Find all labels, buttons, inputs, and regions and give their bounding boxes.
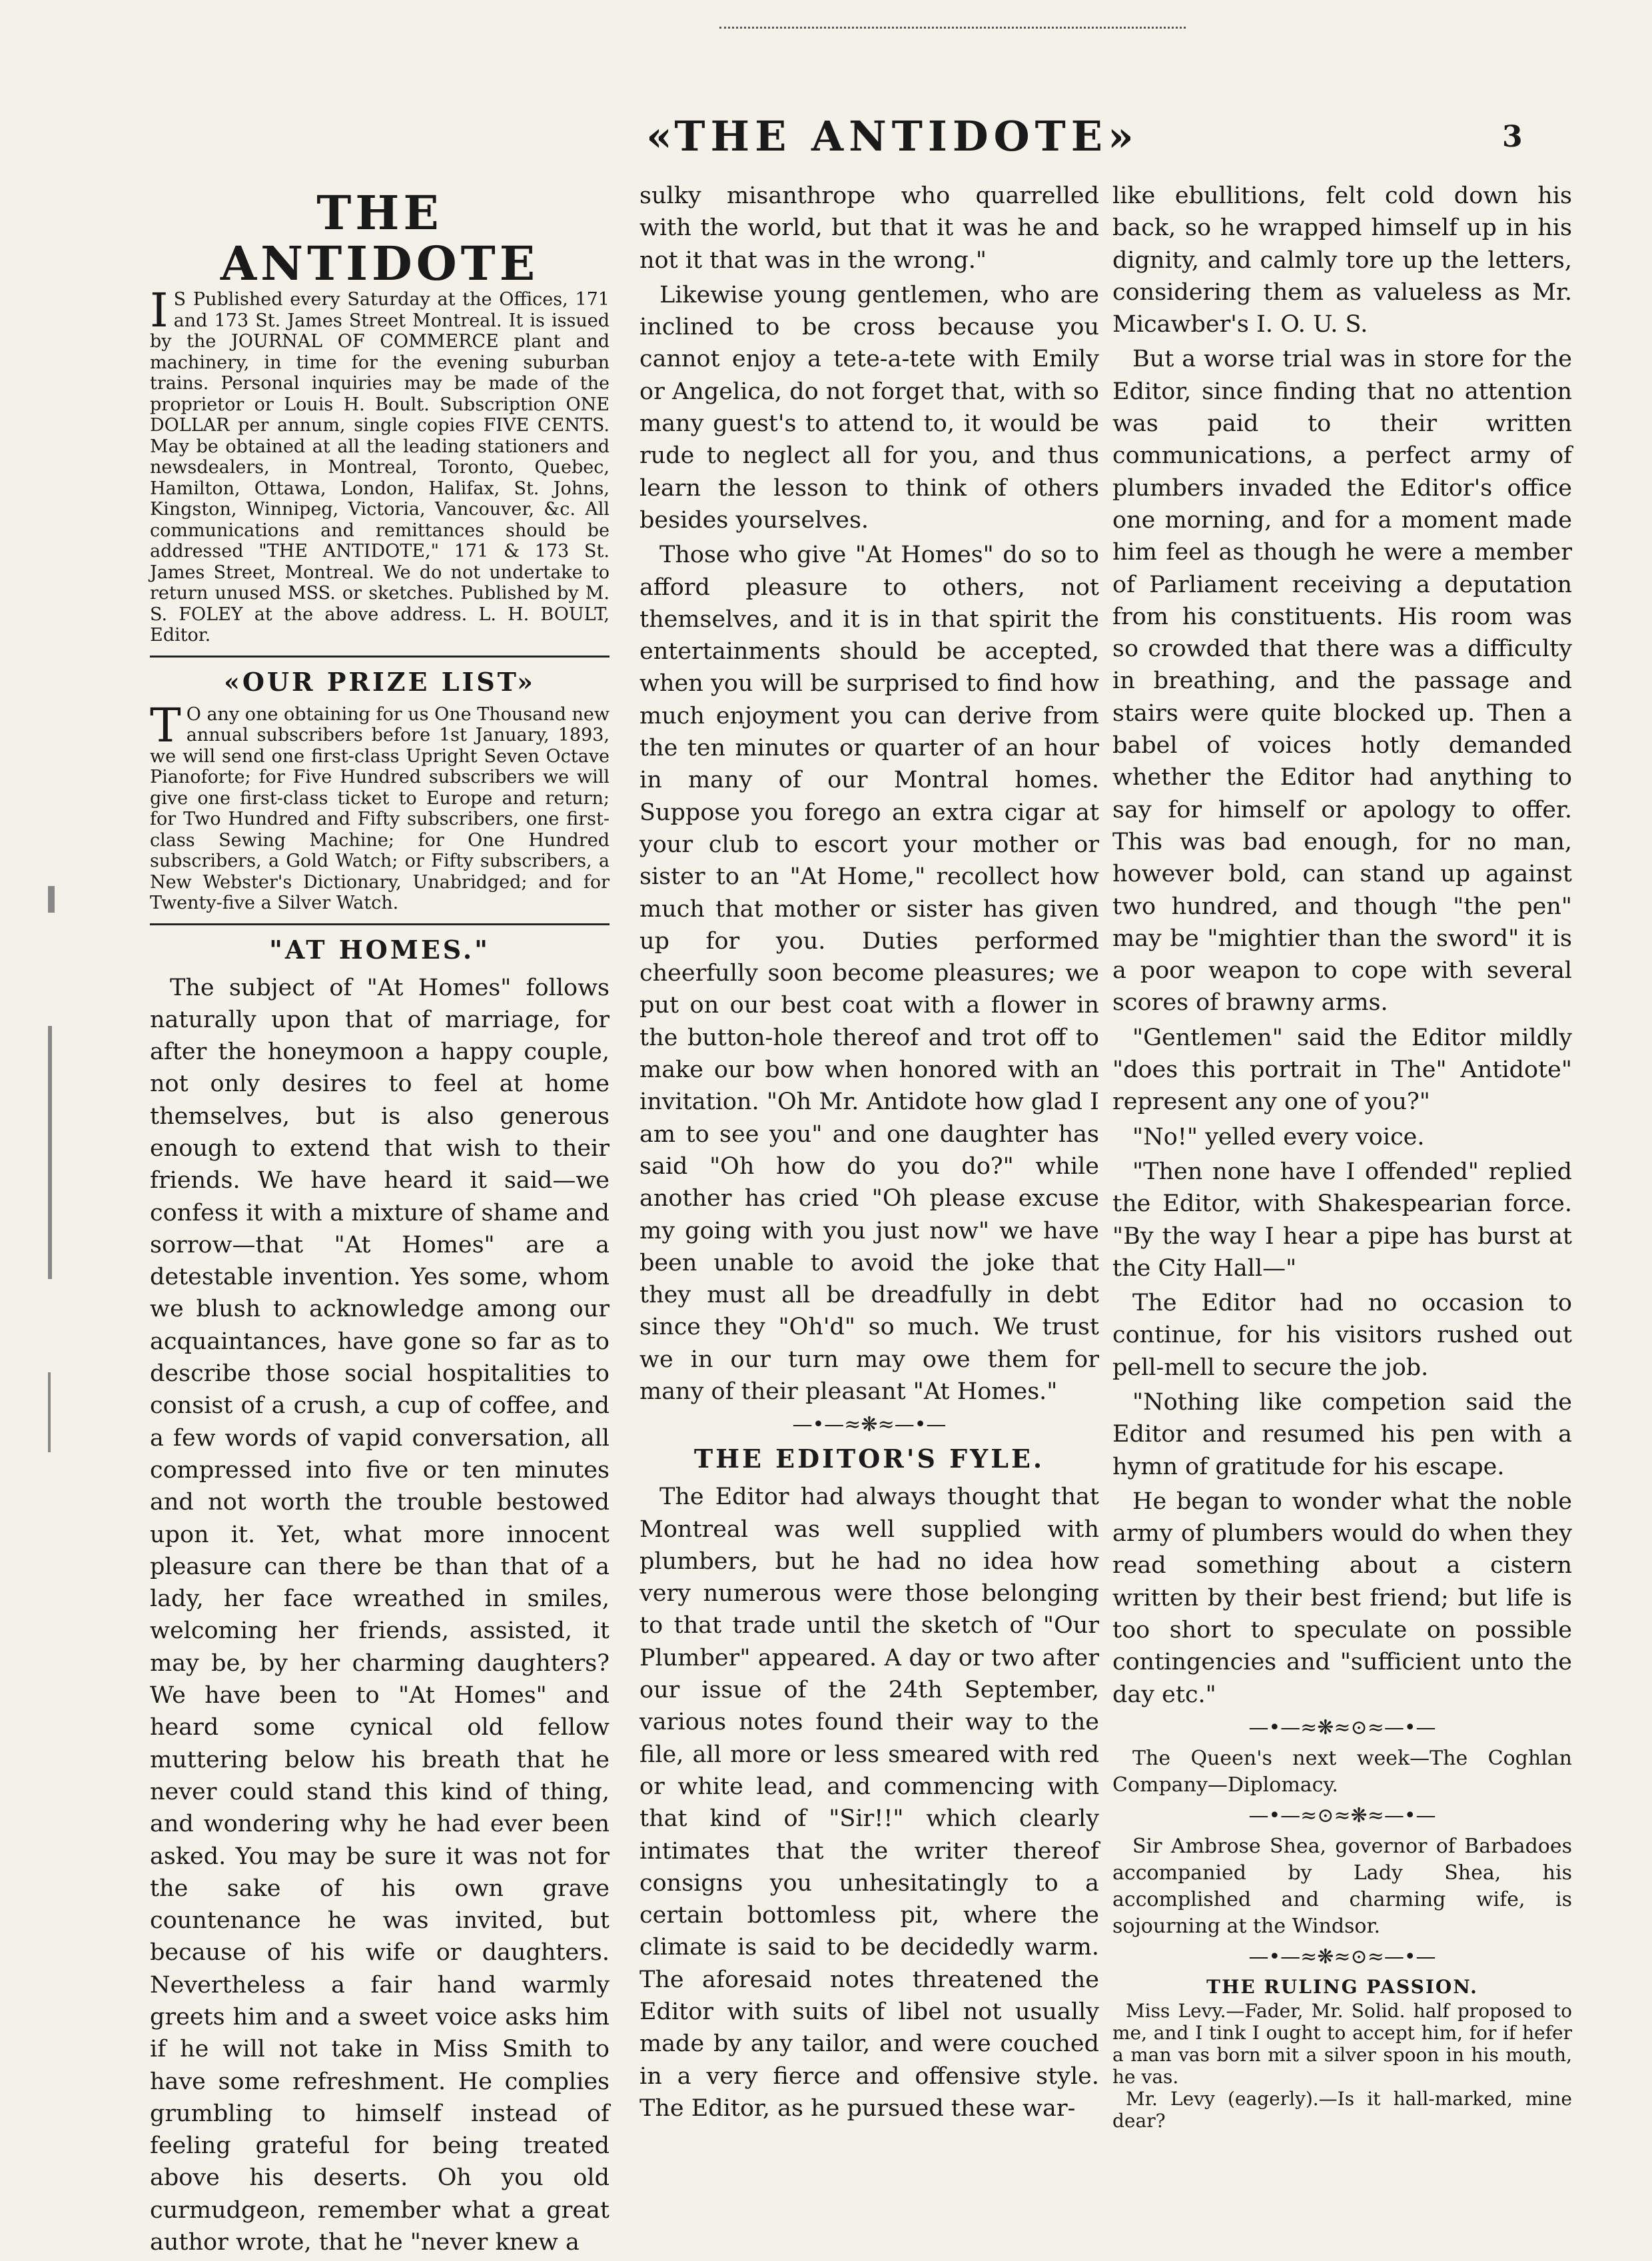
- top-decorative-rule: [719, 27, 1186, 29]
- article-paragraph: He began to wonder what the noble army of plumbers would do when they read something about a cistern written by their best friend; but life is too short to speculate on possible contingencies and "sufficient unto the day etc.": [1112, 1488, 1572, 1708]
- column-1: [150, 180, 610, 2261]
- article-paragraph: like ebullitions, felt cold down his back, so he wrapped himself up in his dignity, and calmly tore up the letters, considering them as valueless as Mr. Micawber's I. O. U. S.: [1112, 183, 1572, 338]
- masthead: «THE ANTIDOTE»: [646, 112, 1139, 161]
- divider-rule: [150, 656, 610, 658]
- dialogue-line: Miss Levy.—Fader, Mr. Solid. half proposed to me, and I tink I ought to accept him, for if hefer a man vas born mit a silver spoon in his mouth, he vas.: [1112, 1999, 1572, 2088]
- publisher-notice: [150, 283, 610, 646]
- scan-speckle: [48, 886, 55, 913]
- dialogue-line: Mr. Levy (eagerly).—Is it hall-marked, mine dear?: [1112, 2087, 1572, 2132]
- editors-fyle-heading: THE EDITOR'S FYLE.: [693, 1444, 1045, 1474]
- news-brief: Sir Ambrose Shea, governor of Barbadoes accompanied by Lady Shea, his accomplished and charming wife, is sojourning at the Windsor.: [1112, 1834, 1572, 1938]
- article-paragraph: Those who give "At Homes" do so to afford pleasure to others, not themselves, and it is in that spirit the entertainments should be accepted, when you will be surprised to find how much enjoyment you can derive from the ten minutes or quarter of an hour in many of our Montral homes. Suppose you forego an extra cigar at your club to escort your mother or sister to an "At Home," recollect how much that mother or sister has given up for you. Duties performed cheerfully soon become pleasures; we put on our best coat with a flower in the button-hole thereof and trot off to make our bow when honored with an invitation. "Oh Mr. Antidote how glad I am to see you" and one daughter has said "Oh how do you do?" while another has cried "Oh please excuse my going with you just now" we have been unable to avoid the joke that they must all be dreadfully in debt since they "Oh'd" so much. We trust we in our turn may owe them for many of their pleasant "At Homes.": [639, 542, 1099, 1405]
- ruling-passion-dialogue: [1112, 2000, 1572, 2132]
- article-paragraph: Likewise young gentlemen, who are inclined to be cross because you cannot enjoy a tete-a-tete with Emily or Angelica, do not forget that, with so many guest's to attend to, it would be rude to neglect all for you, and thus learn the lesson to think of others besides yourselves.: [639, 281, 1099, 534]
- column-3: [1112, 180, 1572, 2132]
- nameplate-title: THE ANTIDOTE: [220, 185, 540, 291]
- drop-cap: I: [150, 283, 169, 338]
- article-paragraph: The Editor had always thought that Montreal was well supplied with plumbers, but he had no idea how very numerous were those belonging to that trade until the sketch of "Our Plumber" appeared. A day or two after our issue of the 24th September, various notes found their way to the file, all more or less smeared with red or white lead, and commencing with that kind of "Sir!!" which clearly intimates that the writer thereof consigns you unhesitatingly to a certain bottomless pit, where the climate is said to be decidedly warm. The aforesaid notes threatened the Editor with suits of libel not usually made by any tailor, and were couched in a very fierce and offensive style. The Editor, as he pursued these war-: [639, 1484, 1099, 2122]
- news-brief: The Queen's next week—The Coghlan Company—Diplomacy.: [1112, 1746, 1572, 1797]
- scan-speckle: [48, 1026, 52, 1279]
- at-homes-heading: "AT HOMES.": [269, 934, 490, 965]
- section-ornament: —•—≈❋≈⊙≈—•—: [1248, 1945, 1436, 1969]
- article-paragraph: "No!" yelled every voice.: [1132, 1123, 1425, 1150]
- ruling-passion-heading: THE RULING PASSION.: [1206, 1975, 1478, 1998]
- drop-cap: T: [150, 697, 181, 753]
- prize-list: [150, 697, 610, 914]
- scan-speckle: [48, 1372, 51, 1452]
- article-paragraph: The Editor had no occasion to continue, for his visitors rushed out pell-mell to secure the job.: [1112, 1290, 1572, 1381]
- column-2: [639, 180, 1099, 2127]
- article-paragraph: The subject of "At Homes" follows naturally upon that of marriage, for after the honeymoon a happy couple, not only desires to feel at home themselves, but is also generous enough to extend that wish to their friends. We have heard it said—we confess it with a mixture of shame and sorrow—that "At Homes" are a detestable invention. Yes some, whom we blush to acknowledge among our acquaintances, have gone so far as to describe those social hospitalities to consist of a crush, a cup of coffee, and a few words of vapid conversation, all compressed into five or ten minutes and not worth the trouble bestowed upon it. Yet, what more innocent pleasure can there be than that of a lady, her face wreathed in smiles, welcoming her friends, assisted, it may be, by her charming daughters? We have been to "At Homes" and heard some cynical old fellow muttering below his breath that he never could stand this kind of thing, and wondering why he had ever been asked. You may be sure it was not for the sake of his own grave countenance he was invited, but because of his wife or daughters. Nevertheless a fair hand warmly greets him and a sweet voice asks him if he will not take in Miss Smith to have some refreshment. He complies grumbling to himself instead of feeling grateful for being treated above his deserts. Oh you old curmudgeon, remember what a great author wrote, that he "never knew a: [150, 974, 610, 2256]
- page-number: 3: [1502, 120, 1523, 154]
- article-paragraph: sulky misanthrope who quarrelled with the world, but that it was he and not it that was in the wrong.": [639, 183, 1099, 274]
- prize-list-text: O any one obtaining for us One Thousand new annual subscribers before 1st January, 1893, we will send one first-class Upright Seven Octave Pianoforte; for Five Hundred subscribers we will give one first-class ticket to Europe and return; for Two Hundred and Fifty subscribers, one first-class Sewing Machine; for One Hundred subscribers, a Gold Watch; or Fifty subscribers, a New Webster's Dictionary, Unabridged; and for Twenty-five a Silver Watch.: [150, 703, 610, 913]
- section-ornament: —•—≈❋≈—•—: [792, 1413, 947, 1437]
- article-paragraph: "Then none have I offended" replied the Editor, with Shakespearian force. "By the way I hear a pipe has burst at the City Hall—": [1112, 1158, 1572, 1282]
- section-ornament: —•—≈⊙≈❋≈—•—: [1248, 1803, 1436, 1827]
- article-paragraph: "Gentlemen" said the Editor mildly "does this portrait in The" Antidote" represent any one of you?": [1112, 1024, 1572, 1116]
- divider-rule: [150, 923, 610, 925]
- section-ornament: —•—≈❋≈⊙≈—•—: [1248, 1715, 1436, 1739]
- publisher-notice-text: S Published every Saturday at the Offices, 171 and 173 St. James Street Montreal. It is issued by the JOURNAL OF COMMERCE plant and machinery, in time for the evening suburban trains. Personal inquiries may be made of the proprietor or Louis H. Boult. Subscription ONE DOLLAR per annum, single copies FIVE CENTS. May be obtained at all the leading stationers and newsdealers, in Montreal, Toronto, Quebec, Hamilton, Ottawa, London, Halifax, St. Johns, Kingston, Winnipeg, Victoria, Vancouver, &c. All communications and remittances should be addressed "THE ANTIDOTE," 171 & 173 St. James Street, Montreal. We do not undertake to return unused MSS. or sketches. Published by M. S. FOLEY at the above address. L. H. BOULT, Editor.: [150, 289, 610, 646]
- prize-list-heading: «OUR PRIZE LIST»: [224, 666, 536, 697]
- article-paragraph: "Nothing like competion said the Editor and resumed his pen with a hymn of gratitude for his escape.: [1112, 1388, 1572, 1480]
- article-paragraph: But a worse trial was in store for the Editor, since finding that no attention was paid to their written communications, a perfect army of plumbers invaded the Editor's office one morning, and for a moment made him feel as though he were a member of Parliament receiving a deputation from his constituents. His room was so crowded that there was a difficulty in breathing, and the passage and stairs were quite blocked up. Then a babel of voices hotly demanded whether the Editor had anything to say for himself or apology to offer. This was bad enough, for no man, however bold, can stand up against two hundred, and though "the pen" may be "mightier than the sword" it is a poor weapon to cope with several scores of brawny arms.: [1112, 346, 1572, 1017]
